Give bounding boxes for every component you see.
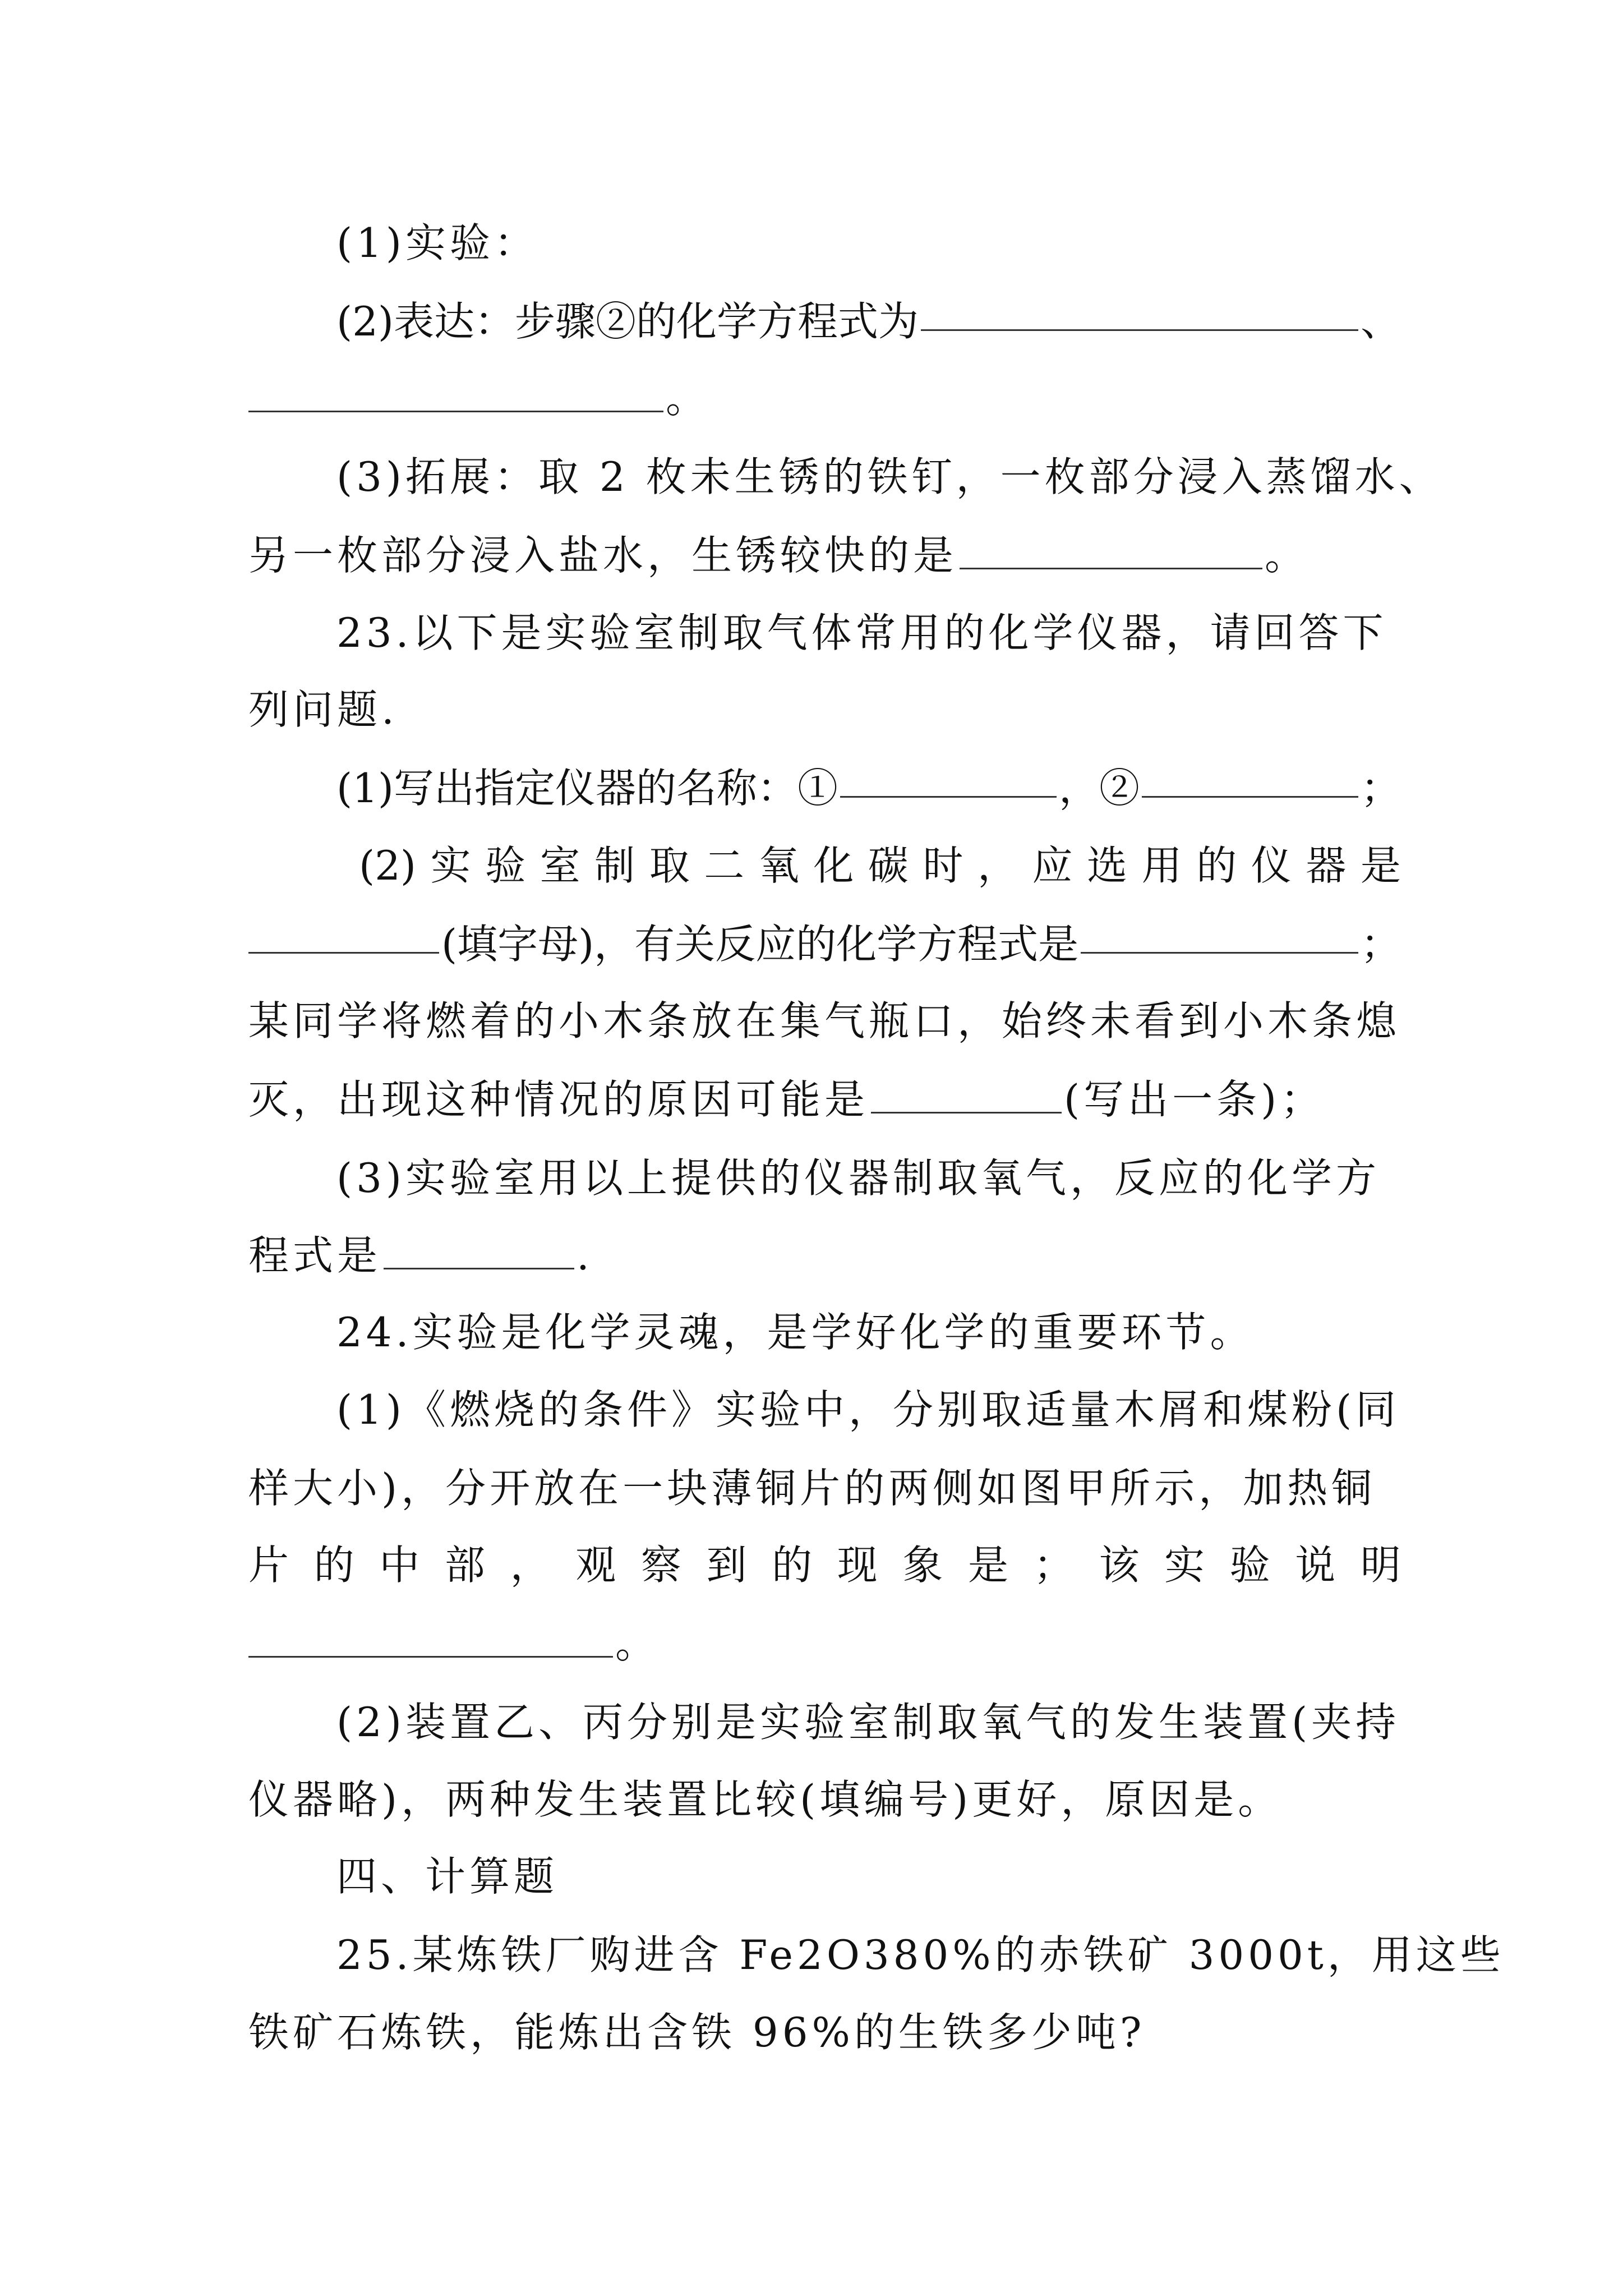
q24-part2-line1 — [336, 1694, 1401, 1750]
q24-part1-text2: 样大小)，分开放在一块薄铜片的两侧如图甲所示，加热铜 — [248, 1465, 1376, 1512]
q24-part1-end: 。 — [615, 1620, 660, 1667]
q23-p2-word: 用 — [1141, 842, 1182, 889]
q23-intro-text: 23.以下是实验室制取气体常用的化学仪器，请回答下 — [336, 609, 1387, 656]
q22-part3-period: 。 — [1265, 532, 1310, 579]
q23-p2-word: 取 — [649, 842, 690, 889]
q24-part2-text: (2)装置乙、丙分别是实验室制取氧气的发生装置(夹持 — [336, 1699, 1400, 1746]
q23-part1-end: ； — [1360, 765, 1401, 812]
q23-intro-text2: 列问题. — [248, 686, 398, 733]
q23-intro-line1 — [336, 605, 1401, 661]
q24-p1-word: 片 — [248, 1542, 289, 1589]
q23-p2-word: 制 — [594, 842, 635, 889]
q23-p2-word: 的 — [1196, 842, 1237, 889]
q22-part2-line2 — [248, 370, 1401, 426]
q24-p1-word: 说 — [1295, 1542, 1336, 1589]
q24-part1-line1 — [336, 1382, 1401, 1438]
answer-blank[interactable] — [248, 916, 439, 954]
answer-blank[interactable] — [921, 293, 1358, 331]
q23-p2-word: 二 — [704, 842, 745, 889]
answer-blank[interactable] — [871, 1076, 1062, 1114]
q24-part1-line3 — [248, 1537, 1401, 1593]
q23-part2-text3: 某同学将燃着的小木条放在集气瓶口，始终未看到小木条熄 — [248, 997, 1401, 1045]
q24-p1-word: 象 — [902, 1542, 943, 1589]
q24-p1-word: 部 — [444, 1542, 485, 1589]
q23-p2-word: 化 — [813, 842, 854, 889]
q25-text1: 25.某炼铁厂购进含 Fe2O380%的赤铁矿 3000t，用这些 — [336, 1931, 1505, 1978]
q22-part2-line1 — [336, 293, 1401, 349]
q25-line2 — [248, 2004, 1401, 2060]
q23-p2-word: 选 — [1087, 842, 1128, 889]
q24-p1-word: 到 — [706, 1542, 747, 1589]
q23-part2-line3 — [248, 993, 1401, 1049]
q23-part2-text2: (填字母)，有关反应的化学方程式是 — [441, 921, 1079, 968]
answer-blank[interactable] — [248, 375, 663, 412]
q23-p2-word: 氧 — [758, 842, 799, 889]
q24-part2-text2: 仪器略)，两种发生装置比较(填编号)更好，原因是。 — [248, 1776, 1283, 1823]
answer-blank[interactable] — [1142, 760, 1358, 798]
q22-part2-text: (2)表达：步骤②的化学方程式为 — [336, 298, 919, 345]
q24-p1-word: 的 — [772, 1542, 813, 1589]
q22-part3-line1 — [336, 449, 1444, 505]
q24-p1-word: 验 — [1229, 1542, 1270, 1589]
q23-p2-word: 时 — [923, 842, 963, 889]
q24-intro — [336, 1304, 1401, 1360]
q23-p2-word: ， — [978, 842, 1018, 889]
q24-p1-word: 察 — [640, 1542, 681, 1589]
q22-part1-text: (1)实验： — [336, 219, 538, 266]
q23-part2-line2 — [248, 916, 1401, 972]
q23-p2-word: 是 — [1360, 842, 1401, 889]
q24-part1-line2 — [248, 1460, 1401, 1516]
q23-part2-line1 — [359, 838, 1401, 894]
q25-text2: 铁矿石炼铁，能炼出含铁 96%的生铁多少吨? — [248, 2009, 1146, 2056]
section-heading — [336, 1848, 1401, 1904]
q23-p2-word: 碳 — [868, 842, 909, 889]
q24-p1-word: 实 — [1164, 1542, 1205, 1589]
answer-blank[interactable] — [1081, 916, 1358, 954]
q23-part3-text: (3)实验室用以上提供的仪器制取氧气，反应的化学方 — [336, 1154, 1380, 1202]
q23-part2-text5: (写出一条)； — [1064, 1076, 1325, 1123]
q24-p1-word: 明 — [1360, 1542, 1401, 1589]
q23-p2-word: 应 — [1032, 842, 1073, 889]
q23-part1 — [336, 760, 1401, 816]
q23-part2-line4 — [248, 1071, 1401, 1128]
answer-blank[interactable] — [840, 760, 1057, 798]
q23-part3-line1 — [336, 1150, 1401, 1206]
q23-p2-word: (2) — [359, 842, 416, 889]
q24-p1-word: 是 — [968, 1542, 1009, 1589]
q25-line1 — [336, 1927, 1505, 1983]
q23-p2-word: 实 — [430, 842, 471, 889]
q23-p2-word: 室 — [540, 842, 580, 889]
q23-part1-sep: ，② — [1058, 765, 1140, 812]
q23-p2-word: 器 — [1306, 842, 1347, 889]
q24-p1-word: 的 — [313, 1542, 354, 1589]
q23-p2-word: 验 — [485, 842, 526, 889]
q24-p1-word: 中 — [379, 1542, 420, 1589]
q24-part1-line4 — [248, 1616, 1401, 1672]
q22-part1 — [336, 215, 1401, 271]
q24-part2-line2 — [248, 1772, 1401, 1828]
q22-part2-comma: 、 — [1360, 298, 1401, 345]
q22-part3-text2: 另一枚部分浸入盐水，生锈较快的是 — [248, 532, 958, 579]
q24-p1-word: 现 — [837, 1542, 878, 1589]
q24-p1-word: 该 — [1099, 1542, 1140, 1589]
q23-part3-line2 — [248, 1227, 1401, 1283]
q23-part1-text: (1)写出指定仪器的名称：① — [336, 765, 838, 812]
section-heading-text: 四、计算题 — [336, 1853, 559, 1900]
q22-part3-text: (3)拓展：取 2 枚未生锈的铁钉，一枚部分浸入蒸馏水、 — [336, 453, 1444, 500]
q23-part3-end: . — [577, 1232, 593, 1279]
q23-part2-end: ； — [1360, 921, 1401, 968]
q23-intro-line2 — [248, 682, 1401, 738]
q22-part3-line2 — [248, 527, 1401, 583]
q24-p1-word: 观 — [575, 1542, 616, 1589]
q22-part2-period: 。 — [666, 375, 711, 422]
q24-intro-text: 24.实验是化学灵魂，是学好化学的重要环节。 — [336, 1309, 1255, 1356]
q23-part3-text2: 程式是 — [248, 1232, 382, 1279]
answer-blank[interactable] — [384, 1232, 574, 1269]
q24-part1-text: (1)《燃烧的条件》实验中，分别取适量木屑和煤粉(同 — [336, 1386, 1400, 1433]
answer-blank[interactable] — [248, 1620, 613, 1658]
q24-p1-word: ， — [510, 1542, 551, 1589]
q23-part2-text4: 灭，出现这种情况的原因可能是 — [248, 1076, 869, 1123]
q24-p1-word: ； — [1033, 1542, 1074, 1589]
q23-p2-word: 仪 — [1251, 842, 1292, 889]
answer-blank[interactable] — [960, 532, 1262, 569]
